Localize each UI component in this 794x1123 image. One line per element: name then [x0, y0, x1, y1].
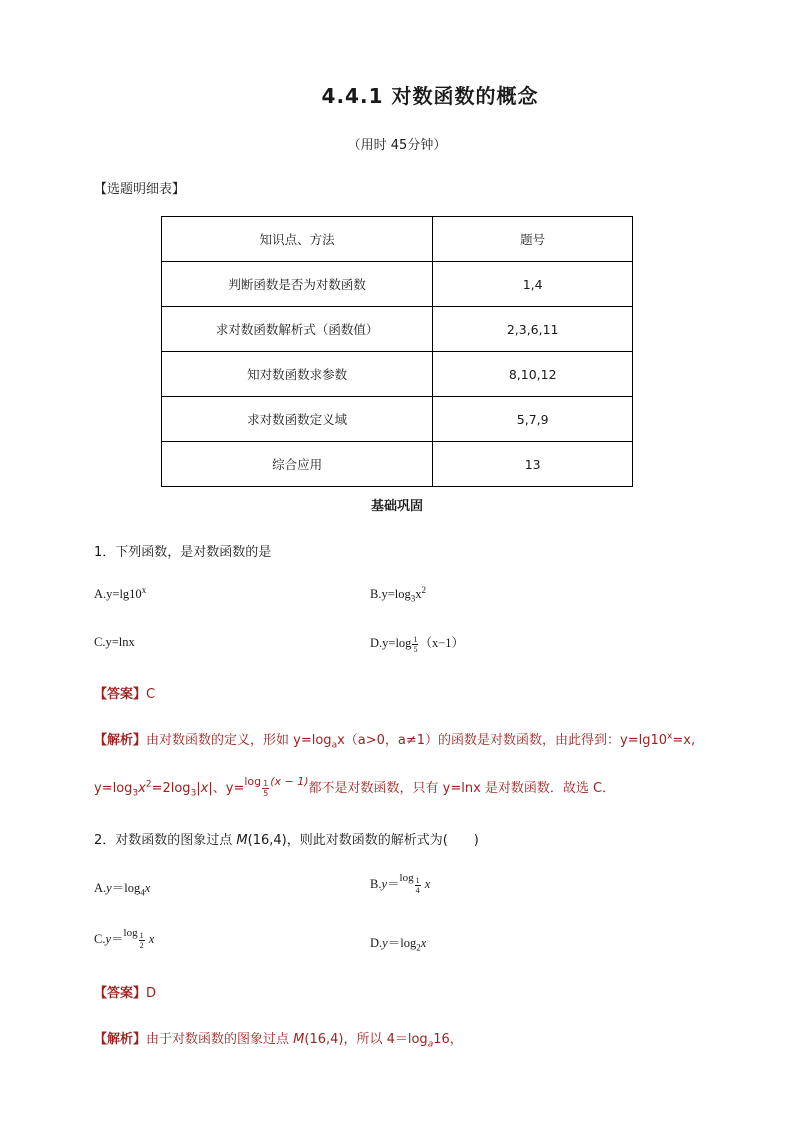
analysis-text: (16,4)，所以 4＝log [304, 1032, 428, 1047]
fraction-numerator: 1 [263, 779, 269, 788]
option-sub: 4 [140, 887, 145, 898]
time-note: （用时 45分钟） [347, 138, 447, 153]
table-cell: 求对数函数解析式（函数值） [162, 307, 433, 352]
q1-analysis-line-1 [94, 729, 695, 751]
page-title: 4.4.1 对数函数的概念 [321, 84, 539, 108]
question-2-stem [94, 829, 479, 848]
table-cell: 2,3,6,11 [433, 307, 633, 352]
q2-analysis [94, 1028, 463, 1050]
option-fraction [415, 876, 421, 895]
analysis-point: M [293, 1032, 305, 1047]
q1-d-post: （x−1） [419, 636, 464, 650]
fraction-numerator: 1 [413, 634, 418, 644]
q1-option-b [370, 585, 426, 604]
analysis-text: =2log [151, 781, 191, 796]
analysis-text: x [138, 781, 146, 796]
analysis-text: 由于对数函数的图象过点 [146, 1032, 294, 1047]
stem-text: 2．对数函数的图象过点 [94, 833, 237, 848]
table-cell: 求对数函数定义域 [162, 397, 433, 442]
option-log: log [123, 927, 138, 939]
option-label: D. [370, 936, 383, 950]
answer-tag: 【答案】 [94, 687, 147, 702]
question-1-stem: 1．下列函数，是对数函数的是 [94, 545, 272, 560]
q1-option-d [370, 633, 464, 654]
analysis-sup: 2 [145, 779, 152, 790]
analysis-log: log [244, 775, 262, 788]
analysis-text: 、y= [212, 781, 245, 796]
q2-option-d [370, 933, 426, 953]
fraction-denominator: 2 [139, 940, 144, 950]
option-text: ＝log [111, 881, 141, 895]
answer-value: C [146, 687, 156, 702]
table-cell: 5,7,9 [433, 397, 633, 442]
q1-b-sup: 2 [421, 585, 426, 595]
table-row [162, 307, 633, 352]
var-x: x [144, 881, 151, 895]
q1-analysis-line-2 [94, 777, 615, 799]
table-cell: 判断函数是否为对数函数 [162, 262, 433, 307]
var-y: y [106, 881, 112, 895]
q1-d-text: D.y=log [370, 636, 412, 650]
fraction-denominator: 4 [415, 885, 420, 895]
analysis-text: |x| [196, 781, 213, 796]
table-cell: 13 [433, 442, 633, 487]
q1-b-sub: 3 [410, 593, 416, 604]
analysis-sub: 3 [132, 788, 139, 799]
option-sub: 2 [416, 942, 421, 953]
var-y: y [381, 877, 388, 891]
table-cell: 综合应用 [162, 442, 433, 487]
option-text: ＝log [387, 936, 417, 950]
analysis-tag: 【解析】 [94, 733, 147, 748]
option-log: log [399, 872, 414, 884]
table-row [162, 397, 633, 442]
analysis-sub: a [331, 740, 338, 751]
analysis-sup: x [667, 731, 673, 742]
table-row [162, 262, 633, 307]
q1-b-mid: x [415, 587, 422, 602]
q2-option-c [94, 929, 154, 950]
table-cell: 知对数函数求参数 [162, 352, 433, 397]
section-basic-heading: 基础巩固 [370, 499, 423, 514]
fraction-numerator: 1 [139, 930, 144, 940]
analysis-text: 都不是对数函数，只有 y=lnx 是对数函数．故选 C． [308, 781, 616, 796]
q2-answer [94, 982, 156, 1001]
option-text: ＝ [111, 932, 124, 946]
analysis-text: 16， [433, 1032, 463, 1047]
q1-option-c: C.y=lnx [94, 635, 135, 649]
selection-table-heading: 【选题明细表】 [94, 182, 186, 197]
q1-option-a [94, 585, 146, 602]
option-text: ＝ [387, 877, 400, 891]
stem-point: M [236, 833, 248, 848]
option-label: C. [94, 932, 106, 946]
var-x: x [424, 877, 431, 891]
answer-tag: 【答案】 [94, 986, 147, 1001]
table-header-cell: 知识点、方法 [162, 217, 433, 262]
stem-text: (16,4)，则此对数函数的解析式为( ) [247, 833, 479, 848]
q2-option-a [94, 878, 150, 898]
table-row [162, 352, 633, 397]
analysis-text: y=log [94, 781, 133, 796]
var-y: y [382, 936, 388, 950]
var-x: x [420, 936, 427, 950]
option-fraction [139, 931, 145, 950]
option-label: B. [370, 877, 382, 891]
table-row [162, 442, 633, 487]
q1-answer [94, 683, 155, 702]
answer-value: D [146, 986, 157, 1001]
table-cell: 8,10,12 [433, 352, 633, 397]
table-header-cell: 题号 [433, 217, 633, 262]
table-cell: 1,4 [433, 262, 633, 307]
fraction-denominator: 5 [413, 644, 418, 654]
analysis-text: x（a>0，a≠1）的函数是对数函数，由此得到：y=lg10 [337, 733, 668, 748]
analysis-sub: a [427, 1039, 434, 1050]
fraction-numerator: 1 [415, 875, 420, 885]
q2-option-b [370, 874, 430, 895]
var-x: x [148, 932, 155, 946]
option-label: A. [94, 881, 107, 895]
fraction-denominator: 5 [263, 789, 269, 798]
q1-a-text: A.y=lg10 [94, 587, 142, 602]
table-header-row [162, 217, 633, 262]
var-y: y [105, 932, 112, 946]
q1-d-fraction [412, 635, 418, 654]
q1-a-sup: x [141, 585, 147, 595]
selection-table [161, 216, 633, 487]
analysis-text: (x − 1) [270, 775, 309, 788]
q1-b-text: B.y=log [370, 587, 411, 602]
analysis-fraction [262, 779, 269, 798]
analysis-text: 由对数函数的定义，形如 y=log [146, 733, 332, 748]
analysis-text: =x, [672, 733, 696, 748]
analysis-sub: 3 [190, 788, 197, 799]
analysis-tag: 【解析】 [94, 1032, 147, 1047]
